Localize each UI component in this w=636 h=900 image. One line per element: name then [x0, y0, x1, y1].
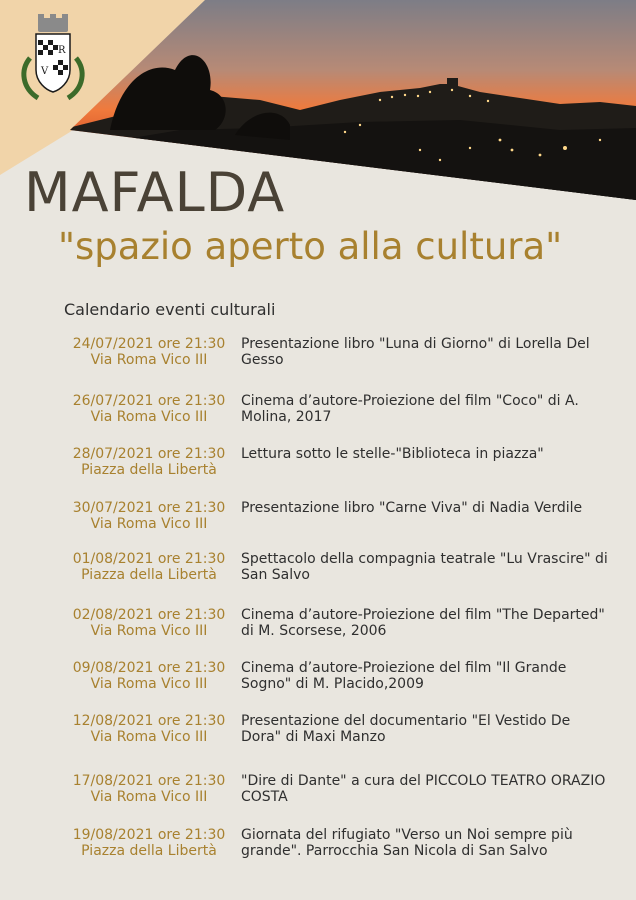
event-datetime: 17/08/2021 ore 21:30	[72, 773, 226, 789]
event-datetime: 26/07/2021 ore 21:30	[72, 393, 226, 409]
event-description: Cinema d’autore-Proiezione del film "Il Grande Sogno" di M. Placido,2009	[241, 660, 567, 692]
event-place: Via Roma Vico III	[90, 409, 208, 425]
calendar-heading: Calendario eventi culturali	[64, 300, 276, 319]
event-when	[64, 607, 234, 639]
event-when	[64, 827, 234, 859]
event-when	[64, 660, 234, 692]
event-place: Via Roma Vico III	[90, 729, 208, 745]
event-datetime: 02/08/2021 ore 21:30	[72, 607, 226, 623]
event-when	[64, 446, 234, 478]
event-datetime: 12/08/2021 ore 21:30	[72, 713, 226, 729]
event-place: Via Roma Vico III	[90, 623, 208, 639]
crest-letter-r: R	[58, 45, 66, 56]
event-datetime: 24/07/2021 ore 21:30	[72, 336, 226, 352]
crest-letter-v: V	[41, 66, 49, 77]
event-description: Cinema d’autore-Proiezione del film "Coco" di A. Molina, 2017	[241, 393, 579, 425]
event-description: "Dire di Dante" a cura del PICCOLO TEATRO ORAZIO COSTA	[241, 773, 606, 805]
event-datetime: 19/08/2021 ore 21:30	[72, 827, 226, 843]
event-place: Piazza della Libertà	[81, 567, 217, 583]
event-place: Via Roma Vico III	[90, 516, 208, 532]
event-when	[64, 336, 234, 368]
page-subtitle: "spazio aperto alla cultura"	[58, 225, 563, 268]
event-description: Presentazione libro "Carne Viva" di Nadia Verdile	[241, 500, 583, 516]
event-description: Cinema d’autore-Proiezione del film "The Departed" di M. Scorsese, 2006	[241, 607, 605, 639]
event-datetime: 01/08/2021 ore 21:30	[72, 551, 226, 567]
event-place: Piazza della Libertà	[81, 843, 217, 859]
event-place: Via Roma Vico III	[90, 789, 208, 805]
event-datetime: 30/07/2021 ore 21:30	[72, 500, 226, 516]
event-place: Via Roma Vico III	[90, 676, 208, 692]
event-place: Piazza della Libertà	[81, 462, 217, 478]
event-when	[64, 773, 234, 805]
event-when	[64, 500, 234, 532]
event-when	[64, 551, 234, 583]
event-datetime: 28/07/2021 ore 21:30	[72, 446, 226, 462]
page-title: MAFALDA	[24, 161, 286, 224]
event-description: Presentazione libro "Luna di Giorno" di Lorella Del Gesso	[241, 336, 590, 368]
event-description: Spettacolo della compagnia teatrale "Lu Vrascire" di San Salvo	[241, 551, 608, 583]
event-datetime: 09/08/2021 ore 21:30	[72, 660, 226, 676]
event-description: Lettura sotto le stelle-"Biblioteca in piazza"	[241, 446, 544, 462]
event-description: Presentazione del documentario "El Vestido De Dora" di Maxi Manzo	[241, 713, 571, 745]
event-description: Giornata del rifugiato "Verso un Noi sempre più grande". Parrocchia San Nicola di San Salvo	[241, 827, 573, 859]
event-when	[64, 393, 234, 425]
event-place: Via Roma Vico III	[90, 352, 208, 368]
event-when	[64, 713, 234, 745]
